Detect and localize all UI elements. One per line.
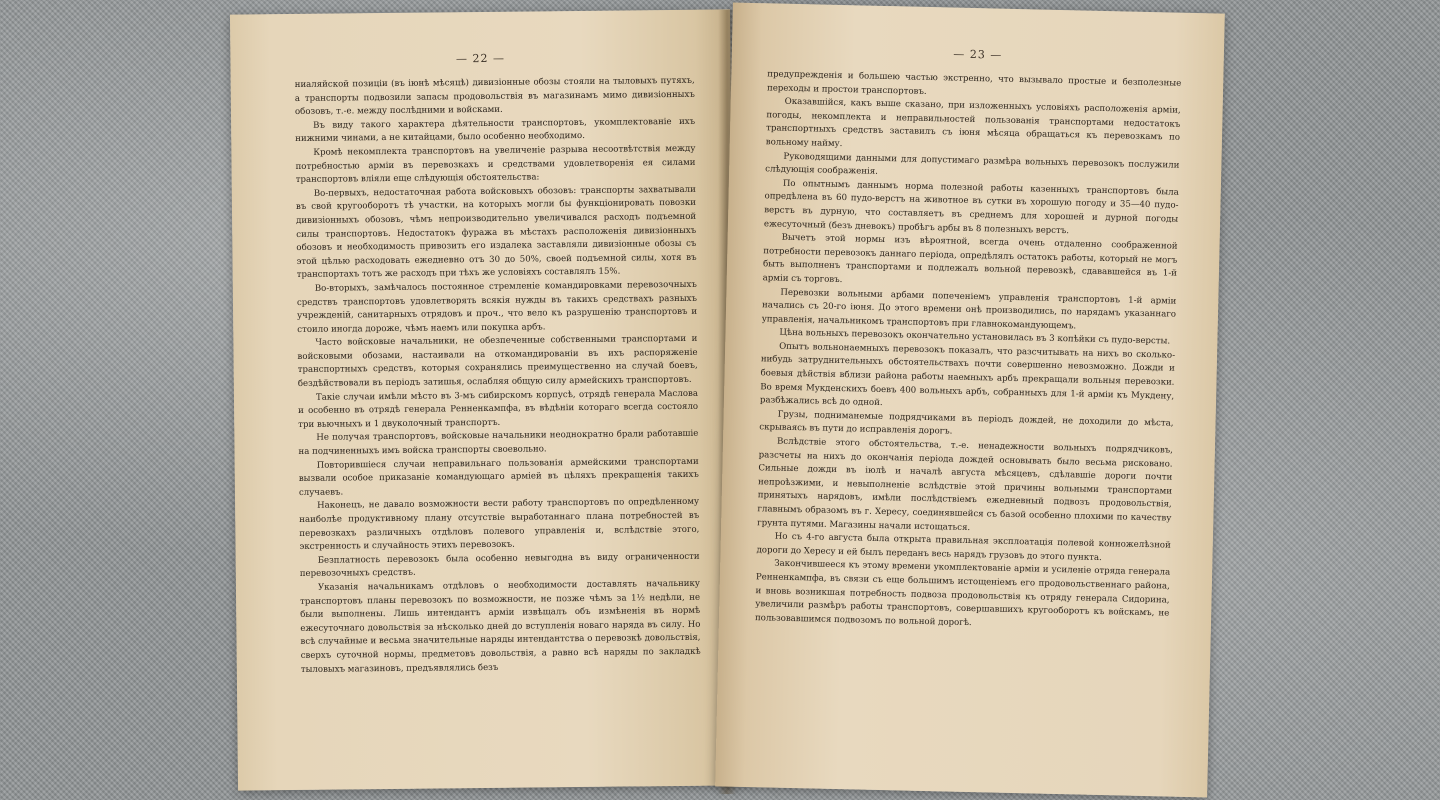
paragraph: Наконецъ, не давало возможности вести работу транспортовъ по опредѣленному наиболѣе продуктивному плану отсутствіе выработаннаго плана потребностей въ перевозкахъ различныхъ отдѣловъ полевого управленія и, вслѣдствіе этого, экстренность и случайность этихъ перевозокъ. (299, 497, 700, 553)
paragraph: предупрежденія и большею частью экстренно, что вызывало простые и безполезные переходы и простои транспортовъ. (766, 69, 1182, 97)
right-page (715, 3, 1225, 798)
right-page-text (719, 68, 1224, 636)
paragraph: Безплатность перевозокъ была особенно невыгодна въ виду ограниченности перевозочныхъ средствъ. (299, 551, 700, 580)
paragraph: Указанія начальникамъ отдѣловъ о необходимости доставлять начальнику транспортовъ планы перевозокъ по возможности, не позже чѣмъ за 1½ недѣли, не были выполнены. Лишь интендантъ арміи извѣщалъ объ измѣненія въ нормѣ ежесуточнаго довольствія за нѣсколько дней до вступленія новаго наряда въ силу. Но всѣ случайные и весьма значительные наряды интендантства о перевозкѣ довольствія, сверхъ суточной нормы, предметовъ довольствія, а равно всѣ наряды по закладкѣ тыловыхъ магазиновъ, предъявлялись безъ (300, 578, 701, 675)
paragraph: Такіе случаи имѣли мѣсто въ 3-мъ сибирскомъ корпусѣ, отрядѣ генерала Маслова и особенно въ отрядѣ генерала Ренненкампфа, въ вѣдѣніи котораго всегда состояло три вьючныхъ и 1 двуколочный транспортъ. (298, 388, 699, 430)
left-page (230, 9, 738, 790)
paragraph: Во-первыхъ, недостаточная работа войсковыхъ обозовъ: транспорты захватывали въ свой кругооборотъ тѣ участки, на которыхъ могли бы функціонировать повозки дивизіонныхъ обозовъ, чѣмъ непроизводительно увеличивался расходъ подъемной силы транспортовъ. Недостатокъ фуража въ мѣстахъ расположенія дивизіонныхъ обозовъ и необходимость привозить его издалека заставляли дивизіонные обозы съ этой цѣлью расходовать ежедневно отъ 30 до 50%, своей подъемной силы, хотя въ транспортахъ тотъ же расходъ при тѣхъ же условіяхъ составлялъ 15%. (295, 184, 697, 281)
paragraph: Но съ 4-го августа была открыта правильная эксплоатація полевой конножелѣзной дороги до Хересу и ей былъ переданъ весь нарядъ грузовъ до этого пункта. (756, 531, 1171, 563)
right-page-number: — 23 — (953, 47, 1003, 62)
paragraph: Руководящими данными для допустимаго размѣра вольныхъ перевозокъ послужили слѣдующія соображенія. (765, 151, 1180, 178)
left-page-number: — 22 — (455, 51, 505, 66)
paragraph: Во-вторыхъ, замѣчалось постоянное стремленіе командировками перевозочныхъ средствъ транспортовъ удовлетворять всякія нужды въ такихъ средствахъ разныхъ учрежденій, санитарныхъ отрядовъ и проч., что вело къ разрушенію транспортовъ и стоило иногда дороже, чѣмъ наемъ или покупка арбъ. (296, 279, 698, 335)
paragraph: Не получая транспортовъ, войсковые начальники неоднократно брали работавшіе на подчиненныхъ имъ войска транспорты своевольно. (298, 429, 699, 457)
left-page-text (231, 74, 737, 677)
paragraph: Опытъ вольнонаемныхъ перевозокъ показалъ, что разсчитывать на нихъ во сколько-нибудь затруднительныхъ обстоятельствахъ почти совершенно невозможно. Дожди и боевыя дѣйствія вблизи района работы наемныхъ арбъ прекращали вольныя перевозки. Во время Мукденскихъ боевъ 400 вольныхъ арбъ, собранныхъ для 1-й арміи къ Мукдену, разбѣжались всѣ до одной. (759, 341, 1176, 409)
paragraph: Оказавшійся, какъ выше сказано, при изложенныхъ условіяхъ расположенія арміи, погоды, некомплекта и неправильностей пользованія транспортами недостатокъ транспортныхъ средствъ заставилъ съ іюня мѣсяца обращаться къ перевозкамъ по вольному найму. (765, 96, 1181, 150)
paragraph: Цѣна вольныхъ перевозокъ окончательно установилась въ 3 копѣйки съ пудо-версты. (779, 327, 1171, 347)
paragraph: Часто войсковые начальники, не обезпеченные собственными транспортами и войсковыми обозами, настаивали на откомандированіи въ ихъ распоряженіе транспортныхъ средствъ, которыя сохранялись преимущественно на случай боевъ, бездѣйствовали въ періодъ затишья, ослабляя общую силу армейскихъ транспортовъ. (297, 334, 698, 390)
paragraph: Повторившіеся случаи неправильнаго пользованія армейскими транспортами вызвали особое приказаніе командующаго арміей въ цѣляхъ прекращенія такихъ случаевъ. (298, 456, 699, 498)
paragraph: Перевозки вольными арбами попеченіемъ управленія транспортовъ 1-й арміи начались съ 20-го іюня. До этого времени онѣ производились, по нарядамъ указаннаго управленія, начальникомъ транспортовъ при главнокомандующемъ. (761, 287, 1177, 332)
paragraph: Вычетъ этой нормы изъ вѣроятной, всегда очень отдаленно соображенной потребности перевозокъ даннаго періода, опредѣлялъ остатокъ работы, который не могъ быть выполненъ транспортами и подлежалъ вольной перевозкѣ, сдававшейся въ 1-й арміи съ торговъ. (762, 232, 1178, 285)
paragraph: Грузы, подниманемые подрядчиками въ періодъ дождей, не доходили до мѣста, скрываясь въ пути до исправленія дорогъ. (759, 409, 1174, 438)
paragraph: Закончившееся къ этому времени укомплектованіе арміи и усиленіе отряда генерала Ренненкампфа, въ связи съ еще большимъ истощеніемъ его продовольственнаго района, и вновь возникшая потребность подвоза продовольствія къ отряду генерала Сидорина, увеличили размѣръ работы транспортовъ, совершавшихъ кругооборотъ къ войскамъ, не пользовавшимся подвозомъ по вольной дорогѣ. (754, 558, 1171, 628)
paragraph: ниаляйской позиціи (въ іюнѣ мѣсяцѣ) дивизіонные обозы стояли на тыловыхъ путяхъ, а транспорты подвозили запасы продовольствія въ магазинамъ мимо дивизіонныхъ обозовъ, т.-е. между послѣдними и войсками. (294, 75, 695, 118)
paragraph: Вслѣдствіе этого обстоятельства, т.-е. ненадежности вольныхъ подрядчиковъ, разсчеты на нихъ до окончанія періода дождей основывать было весьма рисковано. Сильные дожди въ іюлѣ и началѣ августа мѣсяцевъ, сдѣлавшіе дороги почти непроѣзжими, и невыполненіе вслѣдствіе этой причины вольными транспортами принятыхъ нарядовъ, имѣли послѣдствіемъ ежедневный подвозъ продовольствія, главнымъ образомъ въ г. Хересу, соединявшейся съ базой особенно плохими по качеству грунта путями. Магазины начали истощаться. (757, 436, 1174, 533)
paragraph: Кромѣ некомплекта транспортовъ на увеличеніе разрыва несоотвѣтствія между потребностью арміи въ перевозкахъ и средствами удовлетворенія ея силами транспортовъ вліяли еще слѣдующія обстоятельства: (295, 143, 696, 186)
paragraph: Въ виду такого характера дѣятельности транспортовъ, укомплектованіе ихъ нижними чинами, а не китайцами, было особенно необходимо. (295, 116, 696, 145)
paragraph: По опытнымъ даннымъ норма полезной работы казенныхъ транспортовъ была опредѣлена въ 60 пудо-верстъ на животное въ сутки въ хорошую погоду и 35—40 пудо-верстъ въ дурную, что составляетъ въ среднемъ для хорошей и дурной погоды ежесуточный (безъ дневокъ) пробѣгъ арбы въ 8 полезныхъ верстъ. (763, 178, 1179, 236)
